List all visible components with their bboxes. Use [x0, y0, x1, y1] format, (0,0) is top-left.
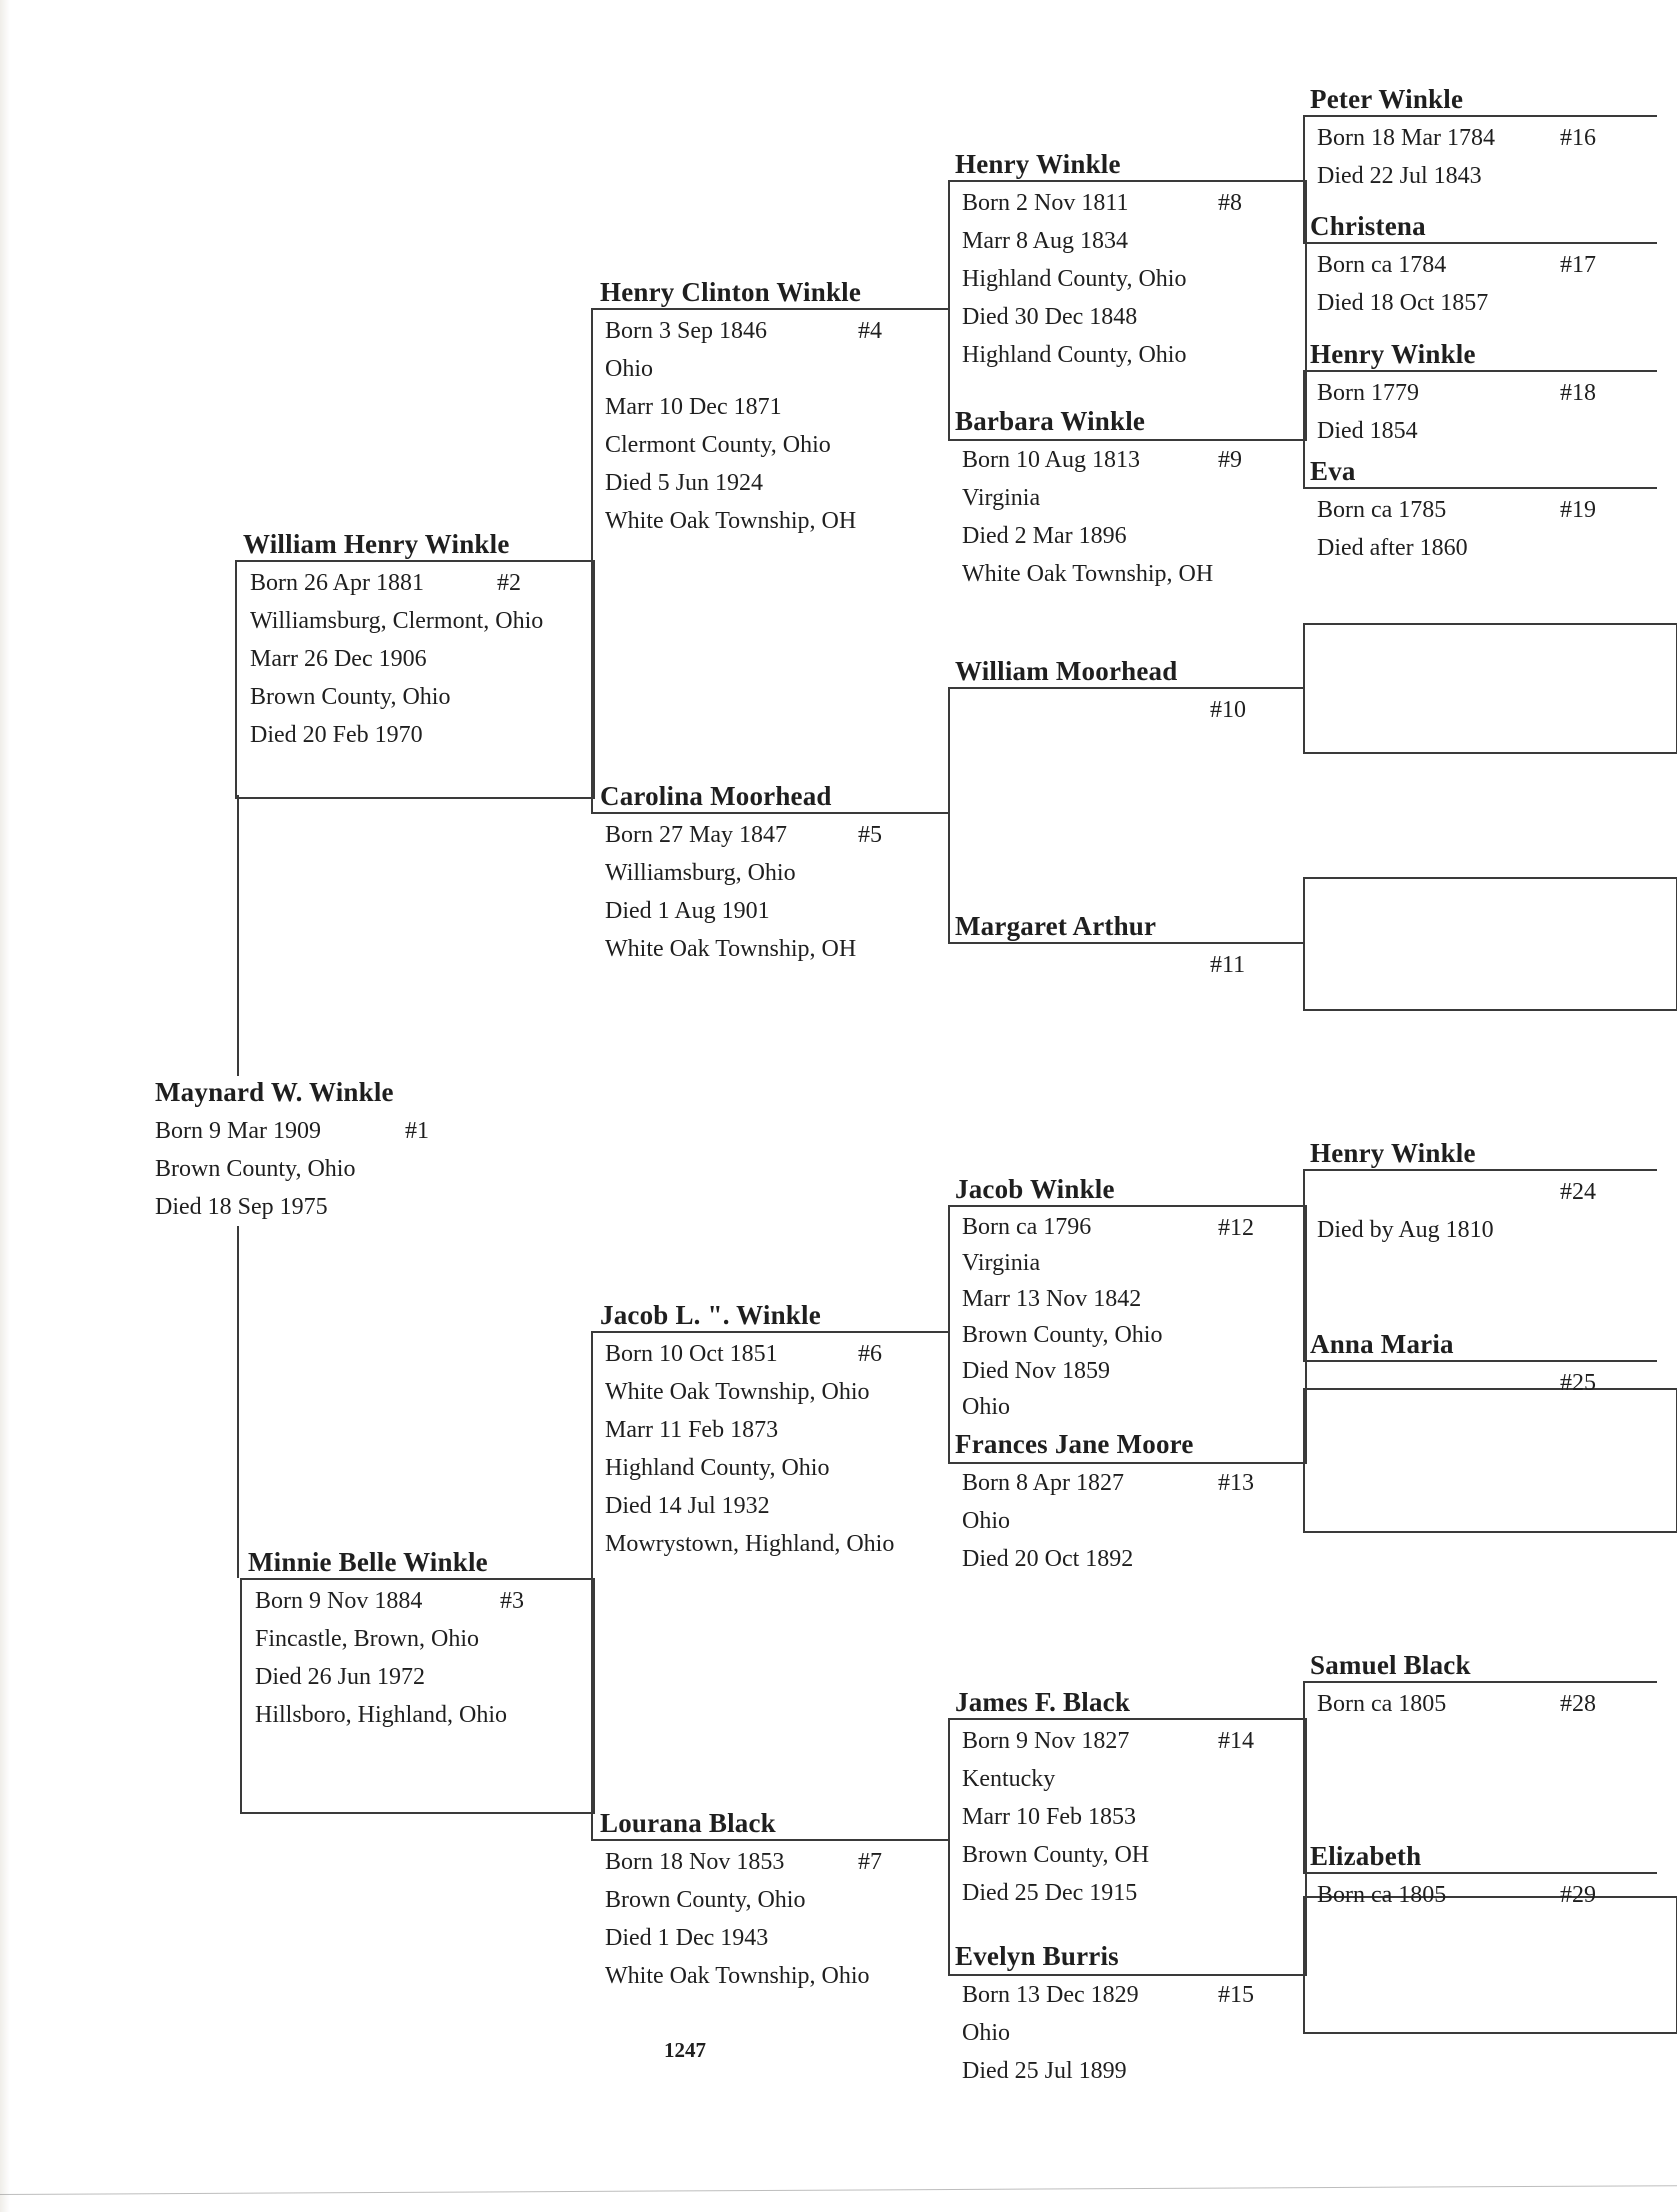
detail-line: Hillsboro, Highland, Ohio [255, 1702, 507, 1728]
person-name: Margaret Arthur [955, 911, 1157, 941]
detail-line: Died by Aug 1810 [1317, 1217, 1494, 1243]
detail-line: Ohio [962, 1394, 1010, 1420]
detail-line: Born 2 Nov 1811 [962, 190, 1129, 216]
person-james-f-black [955, 1686, 1254, 1912]
detail-line: Virginia [962, 1250, 1041, 1276]
person-minnie-belle-winkle [248, 1546, 524, 1734]
person-details [1317, 1211, 1494, 1249]
detail-line: Died 18 Sep 1975 [155, 1194, 328, 1220]
person-name: Lourana Black [600, 1808, 776, 1838]
person-name: Evelyn Burris [955, 1941, 1119, 1971]
detail-line: Born 10 Oct 1851 [605, 1341, 778, 1367]
detail-line: Died 14 Jul 1932 [605, 1493, 770, 1519]
ref-number: #18 [1560, 380, 1596, 406]
person-name: Barbara Winkle [955, 406, 1146, 436]
person-details [1317, 1685, 1471, 1723]
detail-line: Fincastle, Brown, Ohio [255, 1626, 479, 1652]
person-william-moorhead [955, 655, 1246, 723]
detail-line: Died 22 Jul 1843 [1317, 163, 1482, 189]
person-name: Henry Winkle [1310, 1138, 1476, 1168]
person-name: James F. Black [955, 1687, 1131, 1717]
ref-number: #12 [1218, 1215, 1254, 1241]
detail-line: Marr 11 Feb 1873 [605, 1417, 779, 1443]
bracket-24-25-left [1303, 1169, 1305, 1360]
detail-line: Ohio [605, 356, 653, 382]
ref-number: #4 [858, 318, 882, 344]
detail-line: Born ca 1805 [1317, 1691, 1447, 1717]
ref-number: #28 [1560, 1691, 1596, 1717]
person-details [962, 184, 1186, 374]
person-name: Henry Winkle [1310, 339, 1476, 369]
person-barbara-winkle [955, 405, 1242, 593]
ref-number: #1 [405, 1118, 429, 1144]
person-name: William Moorhead [955, 656, 1178, 686]
detail-line: White Oak Township, Ohio [605, 1379, 870, 1405]
detail-line: Died 5 Jun 1924 [605, 470, 763, 496]
detail-line: Born 18 Mar 1784 [1317, 125, 1495, 151]
person-henry-winkle-18 [1310, 338, 1596, 450]
person-details [962, 1209, 1162, 1425]
detail-line: White Oak Township, OH [605, 936, 857, 962]
person-details [962, 1464, 1194, 1578]
bracket-28-29-left [1303, 1681, 1305, 1872]
person-name: Frances Jane Moore [955, 1429, 1194, 1459]
person-name: William Henry Winkle [243, 529, 510, 559]
detail-line: Born 1779 [1317, 380, 1419, 406]
detail-line: Brown County, Ohio [605, 1887, 806, 1913]
blank-parent-box-3 [1303, 1388, 1677, 1533]
detail-line: Died 20 Oct 1892 [962, 1546, 1134, 1572]
detail-line: Williamsburg, Clermont, Ohio [250, 608, 544, 634]
person-samuel-black [1310, 1649, 1596, 1723]
detail-line: Ohio [962, 1508, 1010, 1534]
ref-number: #29 [1560, 1882, 1596, 1908]
person-name: Jacob L. ". Winkle [600, 1300, 821, 1330]
person-details [1317, 119, 1495, 195]
detail-line: Born 13 Dec 1829 [962, 1982, 1139, 2008]
detail-line: Brown County, Ohio [155, 1156, 356, 1182]
person-name: Maynard W. Winkle [155, 1077, 394, 1107]
detail-line: Born ca 1784 [1317, 252, 1447, 278]
detail-line: Died 20 Feb 1970 [250, 722, 423, 748]
person-details [255, 1582, 507, 1734]
ref-number: #16 [1560, 125, 1596, 151]
bracket-gen3-upper-left [591, 308, 593, 812]
detail-line: Highland County, Ohio [962, 266, 1187, 292]
detail-line: Died 1 Dec 1943 [605, 1925, 769, 1951]
scan-edge-shade [0, 0, 10, 2212]
detail-line: Brown County, OH [962, 1842, 1150, 1868]
person-lourana-black [600, 1807, 882, 1995]
detail-line: Died 1854 [1317, 418, 1418, 444]
person-henry-clinton-winkle [600, 276, 882, 540]
detail-line: Died 18 Oct 1857 [1317, 290, 1489, 316]
detail-line: Mowrystown, Highland, Ohio [605, 1531, 895, 1557]
detail-line: Died 26 Jun 1972 [255, 1664, 425, 1690]
person-name: Samuel Black [1310, 1650, 1471, 1680]
ref-number: #9 [1218, 447, 1242, 473]
person-details [605, 816, 856, 968]
person-henry-winkle-24 [1310, 1137, 1596, 1249]
detail-line: Born 9 Mar 1909 [155, 1118, 321, 1144]
person-name: Henry Winkle [955, 149, 1121, 179]
detail-line: Clermont County, Ohio [605, 432, 831, 458]
detail-line: Died 1 Aug 1901 [605, 898, 770, 924]
person-name: Henry Clinton Winkle [600, 277, 862, 307]
detail-line: Born 26 Apr 1881 [250, 570, 424, 596]
person-details [962, 1722, 1149, 1912]
person-henry-winkle-8 [955, 148, 1242, 374]
ref-number: #13 [1218, 1470, 1254, 1496]
person-eva [1310, 455, 1596, 567]
detail-line: Ohio [962, 2020, 1010, 2046]
person-name: Anna Maria [1310, 1329, 1454, 1359]
bracket-gen3-lower-left [591, 1331, 593, 1839]
detail-line: Died Nov 1859 [962, 1358, 1110, 1384]
blank-parent-box-2 [1303, 877, 1677, 1011]
detail-line: Born 8 Apr 1827 [962, 1470, 1124, 1496]
detail-line: Born 27 May 1847 [605, 822, 787, 848]
detail-line: Born 3 Sep 1846 [605, 318, 767, 344]
ref-number: #5 [858, 822, 882, 848]
detail-line: Brown County, Ohio [250, 684, 451, 710]
person-christena [1310, 210, 1596, 322]
ref-number: #6 [858, 1341, 882, 1367]
person-details [1317, 246, 1488, 322]
detail-line: Died 25 Dec 1915 [962, 1880, 1138, 1906]
person-peter-winkle [1310, 83, 1596, 195]
ref-number: #7 [858, 1849, 882, 1875]
person-details [1317, 491, 1468, 567]
person-name: Jacob Winkle [955, 1174, 1115, 1204]
person-details [962, 441, 1213, 593]
ref-number: #3 [500, 1588, 524, 1614]
ref-number: #17 [1560, 252, 1596, 278]
person-name: Peter Winkle [1310, 84, 1464, 114]
detail-line: Highland County, Ohio [605, 1455, 830, 1481]
person-name: Carolina Moorhead [600, 781, 832, 811]
person-details [1317, 374, 1476, 450]
detail-line: Born 9 Nov 1827 [962, 1728, 1130, 1754]
detail-line: Marr 10 Dec 1871 [605, 394, 782, 420]
bracket-10-11-bottom [948, 942, 1303, 944]
person-margaret-arthur [955, 910, 1246, 978]
detail-line: Marr 26 Dec 1906 [250, 646, 427, 672]
person-name: Christena [1310, 211, 1426, 241]
person-evelyn-burris [955, 1940, 1254, 2090]
detail-line: Born 10 Aug 1813 [962, 447, 1141, 473]
ref-number: #11 [1210, 952, 1246, 978]
detail-line: Born ca 1805 [1317, 1882, 1447, 1908]
detail-line: Williamsburg, Ohio [605, 860, 796, 886]
page-number: 1247 [664, 2038, 706, 2062]
blank-parent-box-1 [1303, 623, 1677, 754]
detail-line: Virginia [962, 485, 1041, 511]
blank-parent-box-4 [1303, 1896, 1677, 2034]
ref-number: #2 [497, 570, 521, 596]
person-anna-maria [1310, 1328, 1596, 1396]
detail-line: White Oak Township, Ohio [605, 1963, 870, 1989]
detail-line: Born ca 1785 [1317, 497, 1447, 523]
detail-line: Marr 10 Feb 1853 [962, 1804, 1136, 1830]
person-jacob-winkle-12 [955, 1173, 1254, 1425]
person-name: Elizabeth [1310, 1841, 1422, 1871]
person-name: Minnie Belle Winkle [248, 1547, 488, 1577]
detail-line: Died after 1860 [1317, 535, 1468, 561]
person-jacob-l-winkle [600, 1299, 894, 1563]
bracket-10-11-top [948, 687, 1303, 689]
scan-artifact-line [0, 2185, 1677, 2195]
person-details [962, 1976, 1139, 2090]
detail-line: White Oak Township, OH [962, 561, 1214, 587]
person-elizabeth [1310, 1840, 1596, 1914]
person-details [605, 1843, 870, 1995]
bracket-24-25-bottom [1303, 1360, 1657, 1362]
bracket-10-11-left [948, 687, 950, 942]
person-name: Eva [1310, 456, 1356, 486]
person-maynard-w-winkle [150, 1076, 475, 1226]
ref-number: #10 [1210, 697, 1246, 723]
ref-number: #19 [1560, 497, 1596, 523]
detail-line: Brown County, Ohio [962, 1322, 1163, 1348]
detail-line: Marr 8 Aug 1834 [962, 228, 1128, 254]
detail-line: Born ca 1796 [962, 1214, 1092, 1240]
detail-line: Died 30 Dec 1848 [962, 304, 1138, 330]
detail-line: Died 2 Mar 1896 [962, 523, 1127, 549]
bracket-18-19-left [1303, 370, 1305, 487]
detail-line: Marr 13 Nov 1842 [962, 1286, 1142, 1312]
person-details [605, 312, 861, 540]
ref-number: #8 [1218, 190, 1242, 216]
ref-number: #25 [1560, 1370, 1596, 1396]
detail-line: Born 18 Nov 1853 [605, 1849, 785, 1875]
detail-line: Died 25 Jul 1899 [962, 2058, 1127, 2084]
person-details [605, 1335, 894, 1563]
detail-line: Kentucky [962, 1766, 1056, 1792]
ref-number: #15 [1218, 1982, 1254, 2008]
bracket-16-17-left [1303, 115, 1305, 242]
ref-number: #14 [1218, 1728, 1254, 1754]
detail-line: White Oak Township, OH [605, 508, 857, 534]
person-carolina-moorhead [600, 780, 882, 968]
ref-number: #24 [1560, 1179, 1596, 1205]
detail-line: Born 9 Nov 1884 [255, 1588, 423, 1614]
person-details [1317, 1876, 1446, 1914]
person-william-henry-winkle [243, 528, 543, 754]
person-frances-jane-moore [955, 1428, 1254, 1578]
detail-line: Highland County, Ohio [962, 342, 1187, 368]
